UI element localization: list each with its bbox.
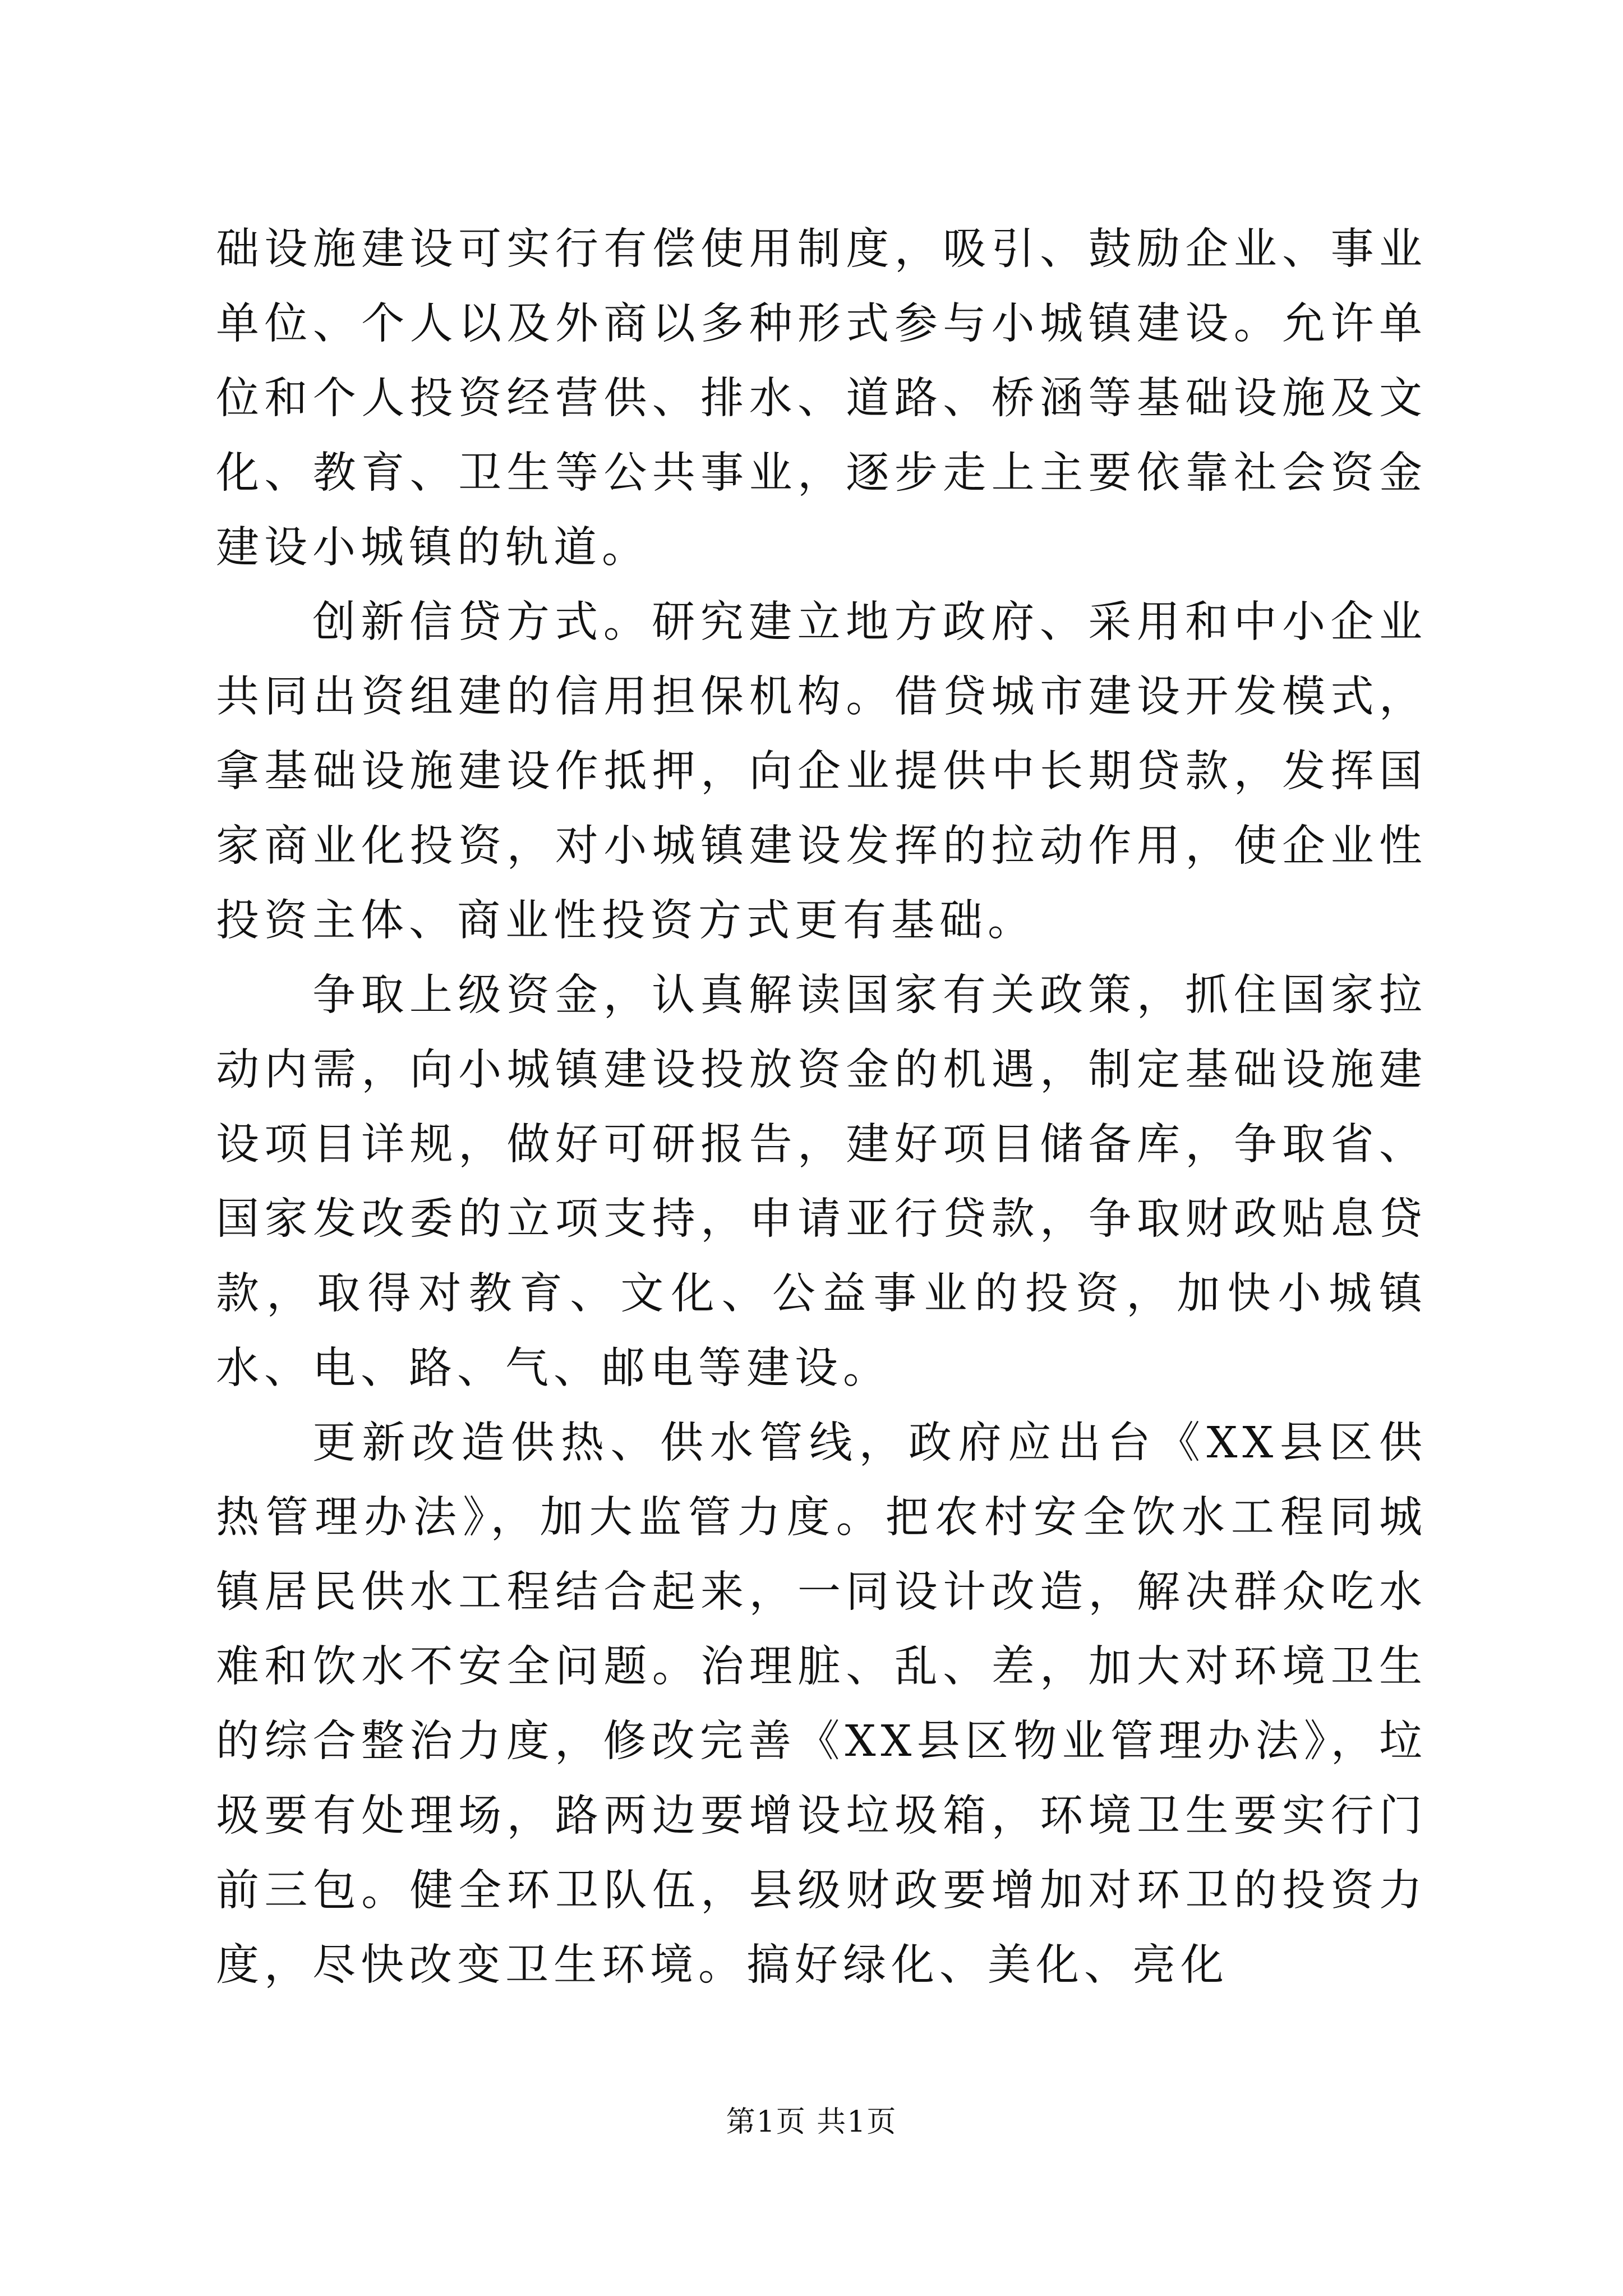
paragraph-2: 创新信贷方式。研究建立地方政府、采用和中小企业共同出资组建的信用担保机构。借贷城市建设开发模式，拿基础设施建设作抵押，向企业提供中长期贷款，发挥国家商业化投资，对小城镇建设发挥的拉动作用，使企业性投资主体、商业性投资方式更有基础。	[216, 597, 1427, 946]
page-number-footer: 第1页 共1页	[726, 2105, 897, 2139]
paragraph-1: 础设施建设可实行有偿使用制度，吸引、鼓励企业、事业单位、个人以及外商以多种形式参与小城镇建设。允许单位和个人投资经营供、排水、道路、桥涵等基础设施及文化、教育、卫生等公共事业，逐步走上主要依靠社会资金建设小城镇的轨道。	[216, 224, 1427, 573]
paragraph-4: 更新改造供热、供水管线，政府应出台《XX县区供热管理办法》，加大监管力度。把农村安全饮水工程同城镇居民供水工程结合起来，一同设计改造，解决群众吃水难和饮水不安全问题。治理脏、乱、差，加大对环境卫生的综合整治力度，修改完善《XX县区物业管理办法》，垃圾要有处理场，路两边要增设垃圾箱，环境卫生要实行门前三包。健全环卫队伍，县级财政要增加对环卫的投资力度，尽快改变卫生环境。搞好绿化、美化、亮化	[216, 1418, 1427, 1990]
document-body	[216, 212, 1427, 2003]
paragraph-3: 争取上级资金，认真解读国家有关政策，抓住国家拉动内需，向小城镇建设投放资金的机遇，制定基础设施建设项目详规，做好可研报告，建好项目储备库，争取省、国家发改委的立项支持，申请亚行贷款，争取财政贴息贷款，取得对教育、文化、公益事业的投资，加快小城镇水、电、路、气、邮电等建设。	[216, 970, 1427, 1393]
